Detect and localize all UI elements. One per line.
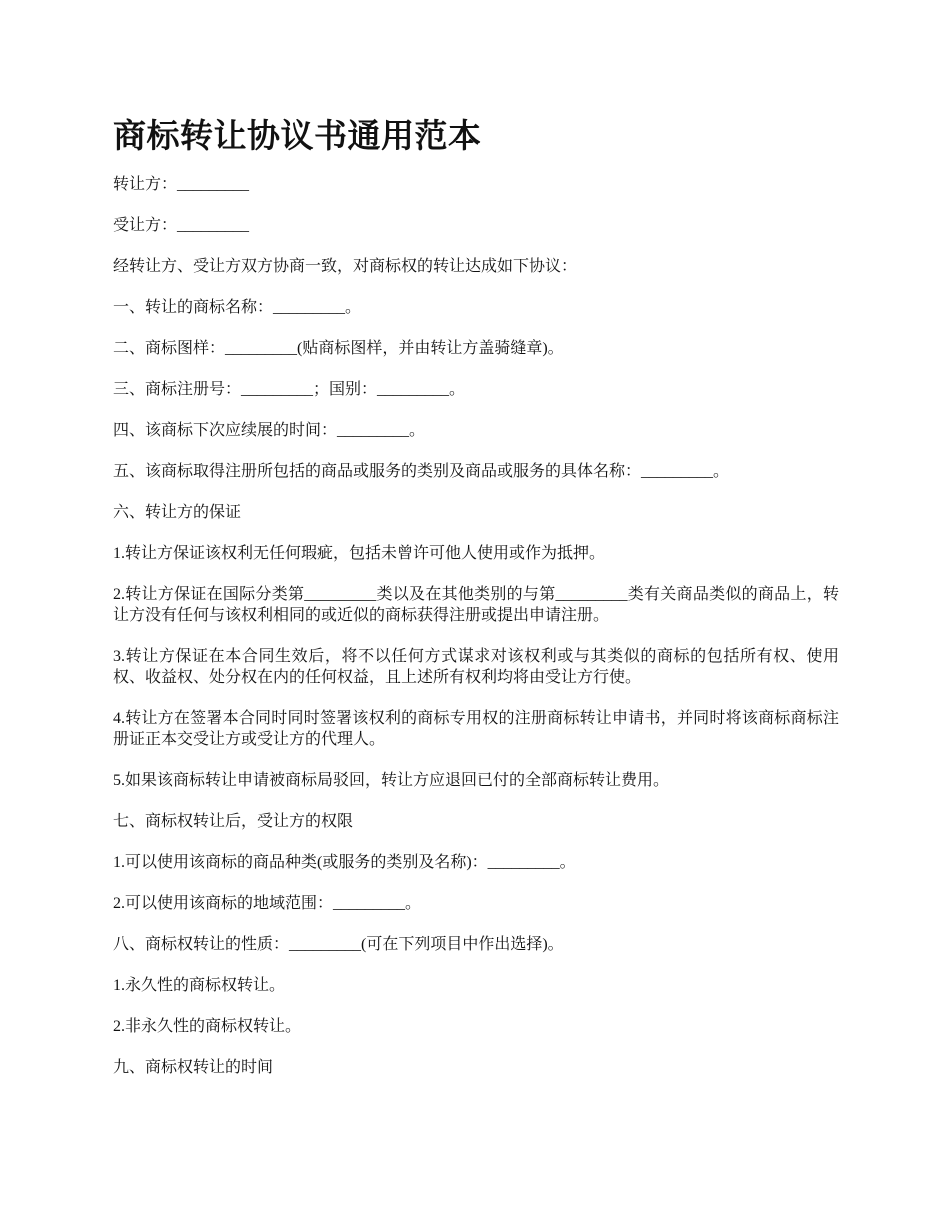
section-7-item-2: 2.可以使用该商标的地域范围：_________。 bbox=[113, 895, 422, 912]
section-7-heading: 七、商标权转让后，受让方的权限 bbox=[113, 813, 354, 830]
section-8-heading: 八、商标权转让的性质：_________(可在下列项目中作出选择)。 bbox=[113, 936, 564, 953]
transferee-line: 受让方：_________ bbox=[113, 217, 250, 234]
section-6-heading: 六、转让方的保证 bbox=[113, 504, 242, 521]
section-7-item-1: 1.可以使用该商标的商品种类(或服务的类别及名称)：_________。 bbox=[113, 854, 576, 871]
agreement-intro: 经转让方、受让方双方协商一致，对商标权的转让达成如下协议： bbox=[113, 258, 578, 275]
section-8-item-1: 1.永久性的商标权转让。 bbox=[113, 977, 286, 994]
clause-1-trademark-name: 一、转让的商标名称：_________。 bbox=[113, 299, 362, 316]
clause-4-renewal-time: 四、该商标下次应续展的时间：_________。 bbox=[113, 422, 426, 439]
section-6-item-1: 1.转让方保证该权利无任何瑕疵，包括未曾许可他人使用或作为抵押。 bbox=[113, 545, 606, 562]
section-6-item-5: 5.如果该商标转让申请被商标局驳回，转让方应退回已付的全部商标转让费用。 bbox=[113, 772, 670, 789]
document-title: 商标转让协议书通用范本 bbox=[113, 116, 482, 155]
section-6-item-2: 2.转让方保证在国际分类第_________类以及在其他类别的与第_________类有关商品类似的商品上，转让方没有任何与该权利相同的或近似的商标获得注册或提出申请注册。 bbox=[113, 586, 839, 624]
section-9-heading: 九、商标权转让的时间 bbox=[113, 1059, 274, 1076]
section-8-item-2: 2.非永久性的商标权转让。 bbox=[113, 1018, 302, 1035]
document-page bbox=[113, 112, 839, 1098]
clause-3-registration-number: 三、商标注册号：_________；国别：_________。 bbox=[113, 381, 466, 398]
section-6-item-3: 3.转让方保证在本合同生效后，将不以任何方式谋求对该权利或与其类似的商标的包括所有权、使用权、收益权、处分权在内的任何权益，且上述所有权利均将由受让方行使。 bbox=[113, 648, 839, 686]
section-6-item-4: 4.转让方在签署本合同时同时签署该权利的商标专用权的注册商标转让申请书，并同时将该商标商标注册证正本交受让方或受让方的代理人。 bbox=[113, 710, 839, 748]
clause-2-trademark-design: 二、商标图样：_________(贴商标图样，并由转让方盖骑缝章)。 bbox=[113, 340, 564, 357]
transferor-line: 转让方：_________ bbox=[113, 176, 250, 193]
clause-5-goods-services: 五、该商标取得注册所包括的商品或服务的类别及商品或服务的具体名称：_________。 bbox=[113, 463, 730, 480]
